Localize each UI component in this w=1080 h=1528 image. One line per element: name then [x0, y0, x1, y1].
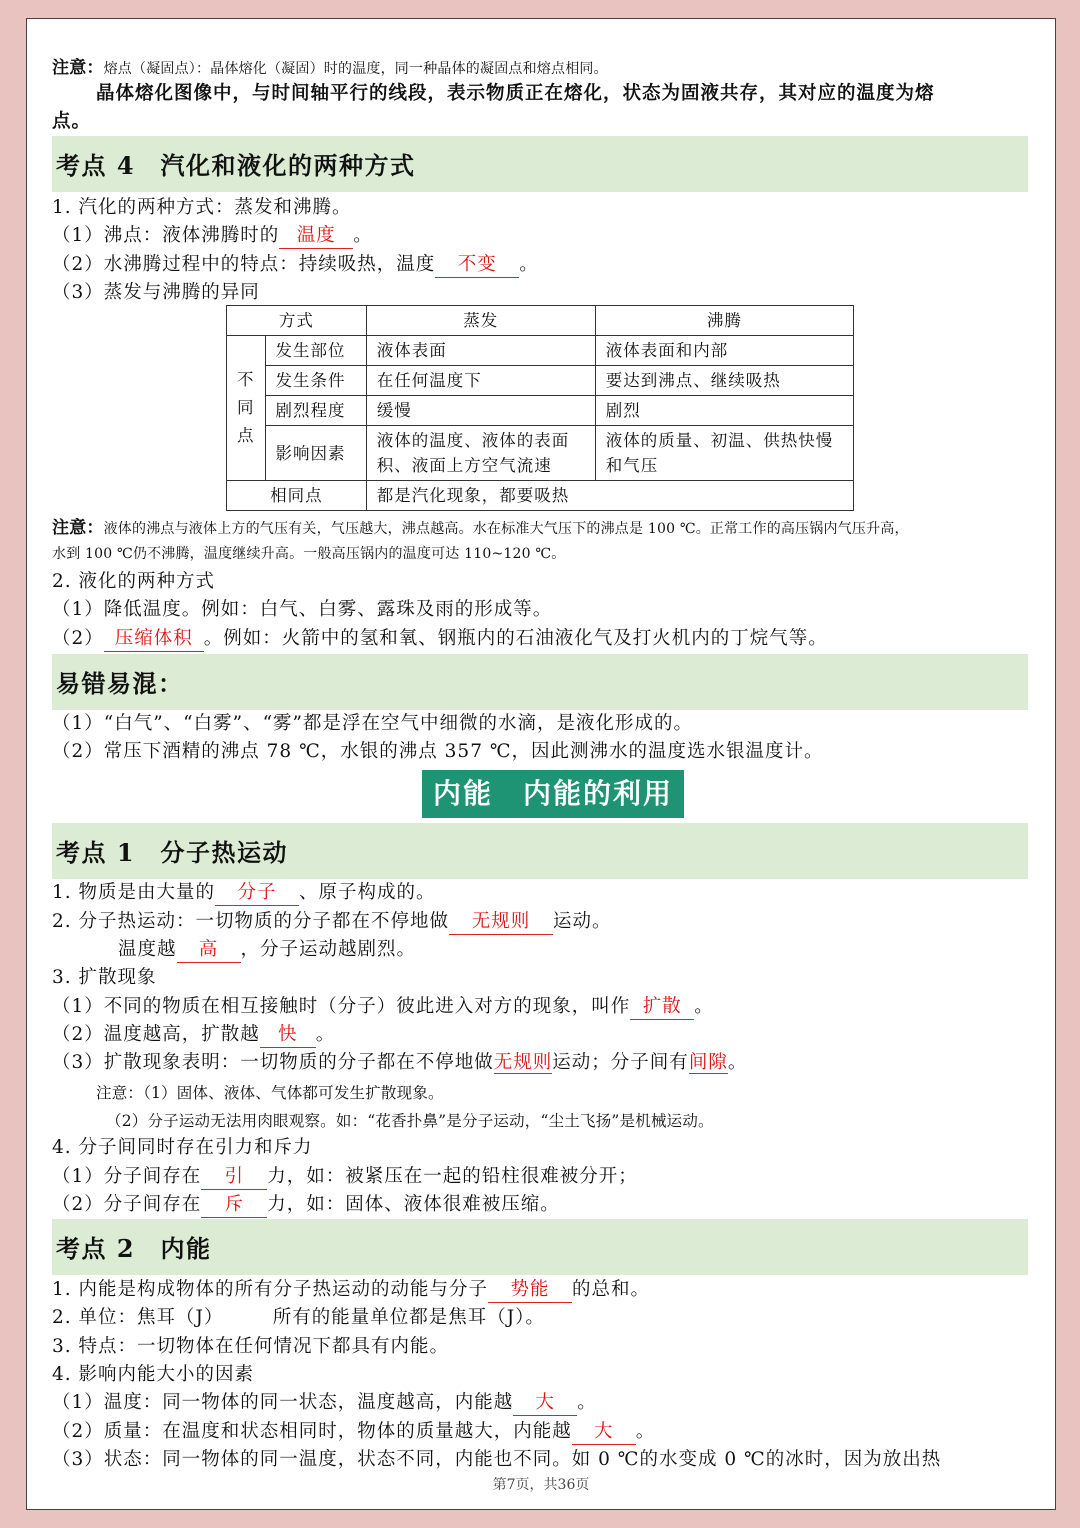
text-line: （2）常压下酒精的沸点 78 ℃，水银的沸点 357 ℃，因此测沸水的温度选水银温度计。: [52, 741, 824, 762]
melting-note: [52, 54, 608, 83]
text: 1. 内能是构成物体的所有分子热运动的动能与分子: [52, 1279, 489, 1300]
text: （2）分子间存在: [52, 1194, 202, 1215]
note-text: 注意：（1）固体、液体、气体都可发生扩散现象。: [96, 1084, 444, 1102]
paragraph-line: 点。: [52, 111, 92, 132]
text-line: [118, 936, 416, 964]
table-header: 方式: [227, 306, 367, 336]
section-title: 易错易混：: [56, 669, 184, 698]
answer-blank: 不变: [435, 253, 519, 278]
text-line: 2. 单位：焦耳（J） 所有的能量单位都是焦耳（J）。: [52, 1307, 545, 1328]
text: 。例如：火箭中的氢和氧、钢瓶内的石油液化气及打火机内的丁烷气等。: [203, 628, 828, 649]
text: （3）扩散现象表明：一切物质的分子都在不停地做: [52, 1052, 494, 1073]
answer-blank: 斥: [201, 1193, 267, 1218]
answer-blank: 扩散: [630, 995, 694, 1020]
text: （2）质量：在温度和状态相同时，物体的质量越大，内能越: [52, 1421, 572, 1442]
answer-blank: 引: [201, 1165, 267, 1190]
text-line: [52, 1418, 655, 1446]
text: 。: [727, 1052, 748, 1073]
answer-blank: 压缩体积: [104, 627, 204, 652]
answer-blank: 高: [177, 938, 241, 963]
text: 。: [315, 1024, 336, 1045]
text: 1. 物质是由大量的: [52, 882, 216, 903]
table-cell: 都是汽化现象，都要吸热: [366, 481, 853, 511]
text-line: 3. 特点：一切物体在任何情况下都具有内能。: [52, 1336, 450, 1357]
text: ，分子运动越剧烈。: [240, 939, 417, 960]
text-line: [52, 908, 612, 936]
text-line: 1. 汽化的两种方式：蒸发和沸腾。: [52, 197, 352, 218]
text: （2）: [52, 628, 104, 649]
text-line: [52, 1276, 650, 1304]
answer-blank: 分子: [215, 881, 299, 906]
section-title: 考点 1 分子热运动: [56, 838, 289, 867]
text: 。: [353, 225, 373, 246]
table-row: [227, 426, 854, 481]
section-header-easy: [52, 654, 1028, 710]
text-line: 2. 液化的两种方式: [52, 571, 216, 592]
text: 。: [635, 1421, 656, 1442]
table-cell: 发生条件: [265, 366, 366, 396]
text: 。: [694, 996, 714, 1017]
text: （2）温度越高，扩散越: [52, 1024, 260, 1045]
boiling-note: [52, 514, 909, 543]
table-row-label: 相同点: [227, 481, 367, 511]
text-line: 4. 影响内能大小的因素: [52, 1364, 255, 1385]
table-cell: 要达到沸点、继续吸热: [595, 366, 853, 396]
note-label: 注意：: [52, 518, 104, 538]
text: 力，如：被紧压在一起的铅柱很难被分开；: [267, 1166, 638, 1187]
note-text: 水到 100 ℃仍不沸腾，温度继续升高。一般高压锅内的温度可达 110~120 ℃。: [52, 546, 566, 562]
table-cell: 液体的质量、初温、供热快慢和气压: [595, 426, 853, 481]
table-cell: 剧烈: [595, 396, 853, 426]
text-line: [52, 625, 828, 653]
answer-blank: 大: [572, 1420, 636, 1445]
text-line: [52, 1021, 335, 1049]
table-row: [227, 366, 854, 396]
section-title: 考点 2 内能: [56, 1234, 212, 1263]
text: 。: [577, 1392, 597, 1413]
section-header-kd4: [52, 136, 1028, 192]
table-cell: 影响因素: [265, 426, 366, 481]
text-line: （1）降低温度。例如：白气、白雾、露珠及雨的形成等。: [52, 599, 553, 620]
text-line: [52, 1191, 560, 1219]
table-row: [227, 396, 854, 426]
note-text: 熔点（凝固点）：晶体熔化（凝固）时的温度，同一种晶体的凝固点和熔点相同。: [103, 61, 608, 77]
table-cell: 剧烈程度: [265, 396, 366, 426]
table-header-row: [227, 306, 854, 336]
text: 2. 分子热运动：一切物质的分子都在不停地做: [52, 911, 450, 932]
table-cell: 液体表面和内部: [595, 336, 853, 366]
text-line: [52, 222, 373, 250]
table-header: 蒸发: [366, 306, 595, 336]
text-line: （3）蒸发与沸腾的异同: [52, 282, 260, 303]
table-cell: 液体的温度、液体的表面积、液面上方空气流速: [366, 426, 595, 481]
text-line: 3. 扩散现象: [52, 967, 157, 988]
note-text: 液体的沸点与液体上方的气压有关，气压越大，沸点越高。水在标准大气压下的沸点是 100 ℃。正常工作的高压锅内气压升高，: [103, 521, 909, 537]
section-title: 考点 4 汽化和液化的两种方式: [56, 151, 416, 180]
text: （1）沸点：液体沸腾时的: [52, 225, 280, 246]
chapter-banner: 内能 内能的利用: [422, 770, 684, 818]
text-line: [52, 993, 714, 1021]
answer-blank: 间隙: [688, 1052, 728, 1073]
note-label: 注意：: [52, 58, 104, 78]
table-cell: 液体表面: [366, 336, 595, 366]
table-cell: 在任何温度下: [366, 366, 595, 396]
section-header-kd2: [52, 1219, 1028, 1275]
text: 运动；分子间有: [552, 1052, 689, 1073]
text: （1）不同的物质在相互接触时（分子）彼此进入对方的现象，叫作: [52, 996, 631, 1017]
page-footer: 第7页，共36页: [492, 1477, 590, 1493]
text-line: [52, 1163, 638, 1191]
answer-blank: 快: [260, 1023, 316, 1048]
table-header: 沸腾: [595, 306, 853, 336]
section-header-kd1: [52, 823, 1028, 879]
text-line: （3）状态：同一物体的同一温度，状态不同，内能也不同。如 0 ℃的水变成 0 ℃的冰时，因为放出热: [52, 1449, 942, 1470]
answer-blank: 温度: [279, 224, 353, 249]
text-line: [52, 879, 436, 907]
text: 力，如：固体、液体很难被压缩。: [267, 1194, 560, 1215]
document-page: [26, 18, 1056, 1510]
table-row-label: 不同点: [227, 336, 266, 481]
table-row: [227, 481, 854, 511]
text: （2）水沸腾过程中的特点：持续吸热，温度: [52, 254, 436, 275]
text: 、原子构成的。: [299, 882, 436, 903]
text-line: （1）“白气”、“白雾”、“雾”都是浮在空气中细微的水滴，是液化形成的。: [52, 713, 694, 734]
note-text: （2）分子运动无法用肉眼观察。如：“花香扑鼻”是分子运动，“尘土飞扬”是机械运动。: [106, 1112, 714, 1130]
table-cell: 发生部位: [265, 336, 366, 366]
text: （1）分子间存在: [52, 1166, 202, 1187]
text-line: [52, 1049, 747, 1077]
text: 运动。: [553, 911, 612, 932]
answer-blank: 大: [513, 1391, 577, 1416]
text: 的总和。: [572, 1279, 651, 1300]
paragraph-line: 晶体熔化图像中，与时间轴平行的线段，表示物质正在熔化，状态为固液共存，其对应的温度为熔: [96, 83, 935, 104]
table-row: [227, 336, 854, 366]
table-cell: 缓慢: [366, 396, 595, 426]
answer-blank: 势能: [488, 1278, 572, 1303]
text: 温度越: [118, 939, 177, 960]
answer-blank: 无规则: [493, 1052, 553, 1073]
text-line: 4. 分子间同时存在引力和斥力: [52, 1137, 313, 1158]
text-line: [52, 251, 539, 279]
evaporation-boiling-table: [226, 305, 854, 511]
answer-blank: 无规则: [449, 910, 553, 935]
text: （1）温度：同一物体的同一状态，温度越高，内能越: [52, 1392, 514, 1413]
text-line: [52, 1389, 597, 1417]
text: 。: [519, 254, 539, 275]
